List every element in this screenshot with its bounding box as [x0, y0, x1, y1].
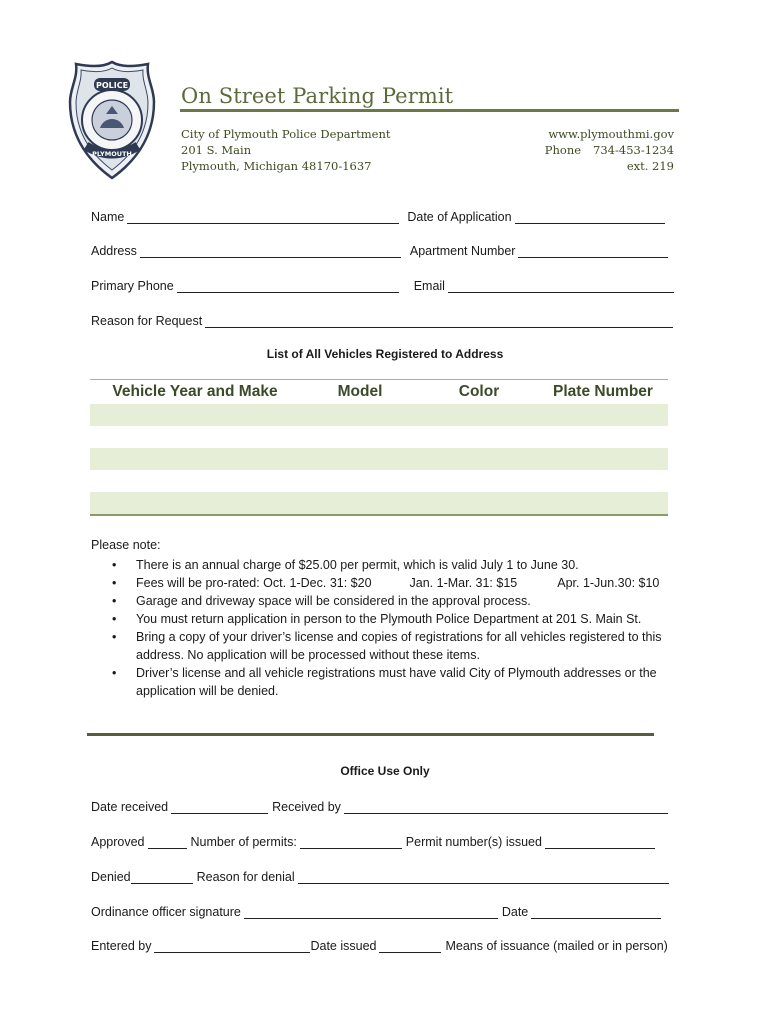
bullet-icon: • — [112, 558, 117, 572]
department-address — [181, 126, 390, 174]
number-of-permits-field[interactable] — [300, 836, 402, 849]
notes-title: Please note: — [91, 538, 161, 552]
received-by-label: Received by — [272, 800, 341, 814]
vehicle-row-1[interactable] — [90, 404, 668, 426]
vehicles-heading: List of All Vehicles Registered to Address — [266, 347, 504, 361]
denied-field[interactable] — [131, 871, 193, 884]
note-valid-addresses — [108, 664, 683, 700]
note-text: Garage and driveway space will be considered in the approval process. — [136, 594, 531, 608]
contact-info — [545, 126, 674, 174]
vehicle-row-5[interactable] — [90, 492, 668, 514]
note-annual-charge — [108, 556, 683, 574]
col-vehicle-year-make: Vehicle Year and Make — [112, 383, 278, 400]
entered-row — [91, 935, 671, 953]
date-of-application-field[interactable] — [515, 211, 665, 224]
fee-apr-jun: Apr. 1-Jun.30: $10 — [557, 576, 660, 590]
vehicle-row-4[interactable] — [90, 470, 668, 492]
reason-row — [91, 310, 673, 328]
title-underline — [180, 109, 679, 112]
note-text: There is an annual charge of $25.00 per permit, which is valid July 1 to June 30. — [136, 558, 579, 572]
note-garage — [108, 592, 683, 610]
badge-bottom-text: PLYMOUTH — [92, 150, 132, 158]
reason-for-denial-field[interactable] — [298, 871, 669, 884]
approved-field[interactable] — [148, 836, 187, 849]
phone-extension: ext. 219 — [626, 159, 674, 173]
office-use-heading: Office Use Only — [340, 764, 430, 778]
note-return-in-person — [108, 610, 683, 628]
signature-row — [91, 901, 661, 919]
col-plate-number: Plate Number — [553, 383, 653, 400]
denied-label: Denied — [91, 870, 131, 884]
date-received-field[interactable] — [171, 801, 268, 814]
col-model: Model — [337, 383, 383, 400]
address-label: Address — [91, 244, 137, 258]
means-of-issuance-label: Means of issuance (mailed or in person) — [445, 939, 668, 953]
name-label: Name — [91, 210, 125, 224]
vehicle-row-2[interactable] — [90, 426, 668, 448]
phone-number: 734-453-1234 — [593, 143, 674, 157]
email-field[interactable] — [448, 280, 674, 293]
officer-signature-label: Ordinance officer signature — [91, 905, 241, 919]
col-color: Color — [458, 383, 500, 400]
entered-by-label: Entered by — [91, 939, 152, 953]
apartment-number-label: Apartment Number — [409, 244, 516, 258]
date-of-application-label: Date of Application — [407, 210, 512, 224]
note-text: You must return application in person to the Plymouth Police Department at 201 S. Main St. — [136, 612, 642, 626]
signature-date-label: Date — [501, 905, 529, 919]
entered-by-field[interactable] — [154, 940, 310, 953]
date-received-label: Date received — [91, 800, 169, 814]
phone-row — [545, 142, 674, 158]
number-of-permits-label: Number of permits: — [190, 835, 297, 849]
reason-field[interactable] — [205, 315, 673, 328]
received-row — [91, 796, 668, 814]
primary-phone-label: Primary Phone — [91, 279, 174, 293]
reason-label: Reason for Request — [91, 314, 203, 328]
section-divider — [87, 733, 654, 736]
vehicle-row-3[interactable] — [90, 448, 668, 470]
permit-numbers-label: Permit number(s) issued — [405, 835, 542, 849]
signature-date-field[interactable] — [531, 906, 661, 919]
address-row — [91, 240, 668, 258]
email-label: Email — [413, 279, 445, 293]
approved-label: Approved — [91, 835, 145, 849]
page-title: On Street Parking Permit — [181, 84, 454, 108]
received-by-field[interactable] — [344, 801, 668, 814]
bullet-icon: • — [112, 630, 117, 644]
note-text: Bring a copy of your driver’s license and copies of registrations for all vehicles registered to this address. No application will be processed without these items. — [136, 630, 662, 662]
notes-list — [108, 556, 683, 700]
phone-label: Phone — [544, 143, 582, 157]
fee-oct-dec: Fees will be pro-rated: Oct. 1-Dec. 31: $20 — [136, 576, 372, 590]
date-issued-label: Date issued — [310, 939, 377, 953]
police-badge-logo — [64, 58, 160, 182]
note-text: Driver’s license and all vehicle registrations must have valid City of Plymouth addresses or the application will be denied. — [136, 666, 657, 698]
apartment-number-field[interactable] — [518, 245, 668, 258]
department-name: City of Plymouth Police Department — [181, 127, 391, 141]
badge-top-text: POLICE — [95, 81, 129, 90]
denied-row — [91, 866, 669, 884]
name-row — [91, 206, 665, 224]
bullet-icon: • — [112, 666, 117, 680]
table-bottom-rule — [90, 514, 668, 516]
permit-numbers-field[interactable] — [545, 836, 655, 849]
primary-phone-field[interactable] — [177, 280, 399, 293]
note-fees — [108, 574, 683, 592]
approved-row — [91, 831, 655, 849]
date-issued-field[interactable] — [379, 940, 441, 953]
bullet-icon: • — [112, 576, 117, 590]
reason-for-denial-label: Reason for denial — [196, 870, 295, 884]
vehicles-table — [90, 379, 668, 516]
phone-email-row — [91, 275, 674, 293]
street-address: 201 S. Main — [181, 143, 252, 157]
table-header — [90, 380, 668, 404]
address-field[interactable] — [140, 245, 401, 258]
website: www.plymouthmi.gov — [548, 127, 674, 141]
bullet-icon: • — [112, 594, 117, 608]
note-bring-documents — [108, 628, 683, 664]
officer-signature-field[interactable] — [244, 906, 498, 919]
fee-jan-mar: Jan. 1-Mar. 31: $15 — [409, 576, 518, 590]
name-field[interactable] — [127, 211, 399, 224]
city-state-zip: Plymouth, Michigan 48170-1637 — [181, 159, 372, 173]
bullet-icon: • — [112, 612, 117, 626]
